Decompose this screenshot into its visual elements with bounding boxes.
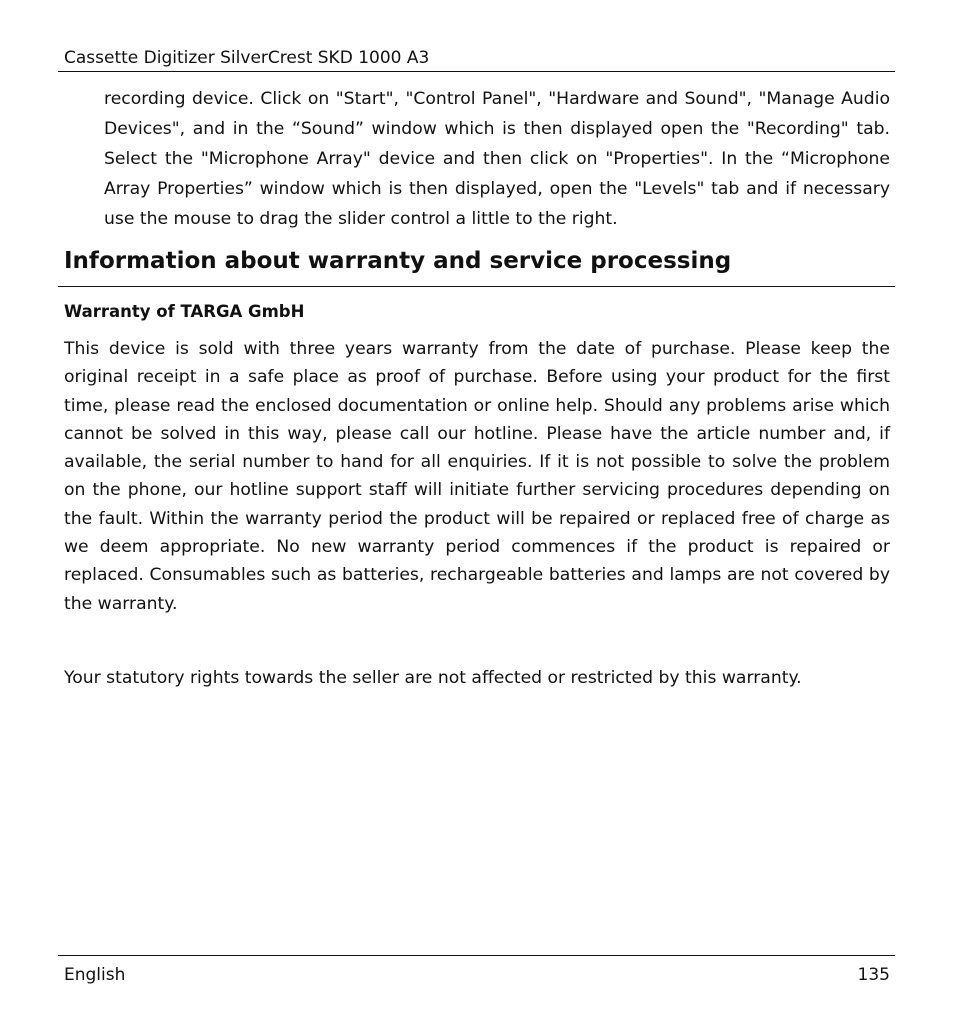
section-heading-divider [58,286,895,287]
footer-language: English [64,965,126,985]
section-heading: Information about warranty and service processing [64,248,732,274]
footer-divider [58,955,895,956]
footer-page-number: 135 [857,965,890,985]
header-divider [58,71,895,72]
warranty-subheading: Warranty of TARGA GmbH [64,302,305,321]
warranty-paragraph: This device is sold with three years warranty from the date of purchase. Please keep the original receipt in a safe place as proof of purchase. Before using your product for the first time, please read the enclosed documentation or online help. Should any problems arise which cannot be solved in this way, please call our hotline. Please have the article number and, if available, the serial number to hand for all enquiries. If it is not possible to solve the problem on the phone, our hotline support staff will initiate further servicing procedures depending on the fault. Within the warranty period the product will be repaired or replaced free of charge as we deem appropriate. No new warranty period commences if the product is repaired or replaced. Consumables such as batteries, rechargeable batteries and lamps are not covered by the warranty. [64,339,890,614]
intro-paragraph: recording device. Click on "Start", "Control Panel", "Hardware and Sound", "Manage Audio Devices", and in the “Sound” window which is then displayed open the "Recording" tab. Select the "Microphone Array" device and then click on "Properties". In the “Microphone Array Properties” window which is then displayed, open the "Levels" tab and if necessary use the mouse to drag the slider control a little to the right. [104,89,890,229]
statutory-rights-paragraph: Your statutory rights towards the seller are not affected or restricted by this warranty. [64,668,802,688]
document-header-title: Cassette Digitizer SilverCrest SKD 1000 A3 [64,48,430,68]
